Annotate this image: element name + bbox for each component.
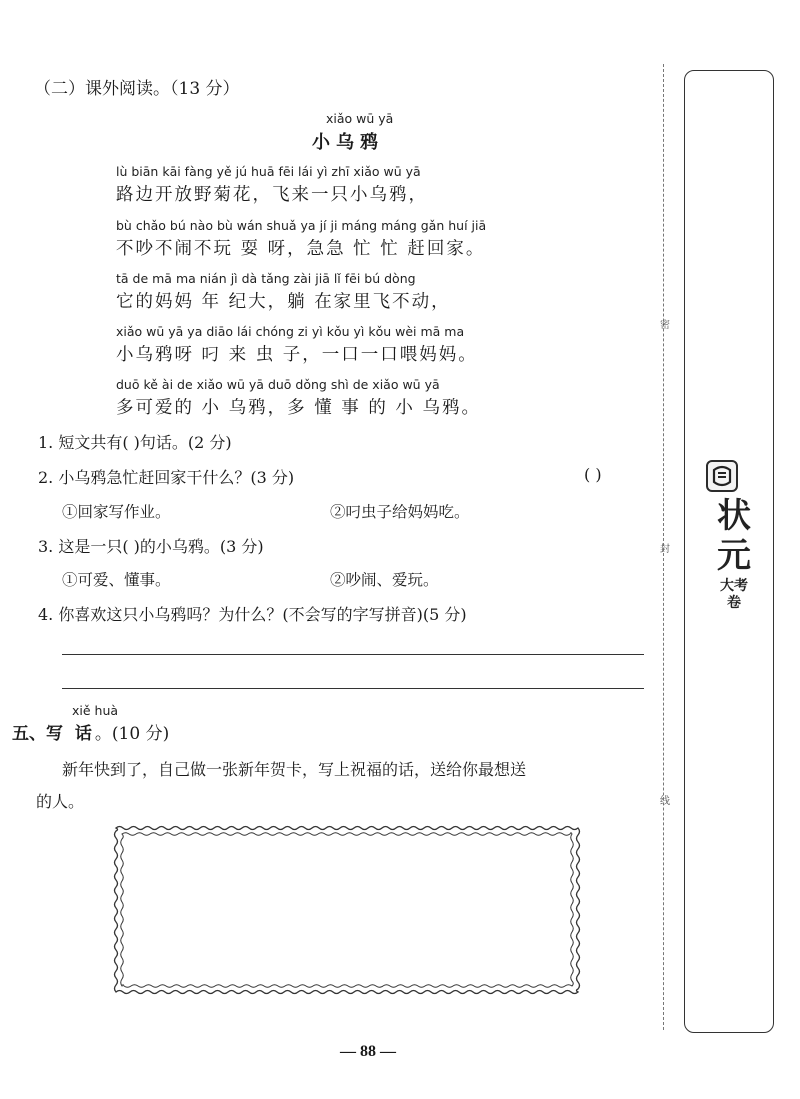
section5-title: 写 话 (46, 724, 95, 744)
section5-prompt-line2: 的人。 (36, 792, 85, 811)
poem-pinyin-3: tā de mā ma nián jì dà tǎng zài jiā lǐ fēi bú dòng (116, 271, 416, 286)
answer-bracket[interactable]: ( ) (584, 465, 602, 484)
option-3-1: ①可爱、懂事。 (62, 571, 171, 589)
answer-line-1[interactable] (62, 654, 644, 655)
passage-title: 小乌鸦 (312, 132, 384, 153)
question-3: 3. 这是一只( )的小乌鸦。(3 分) (38, 537, 264, 556)
question-2: 2. 小乌鸦急忙赶回家干什么？(3 分) (38, 468, 295, 487)
title-pinyin: xiǎo wū yā (326, 111, 394, 126)
section5-pinyin: xiě huà (72, 703, 119, 718)
poem-line-4: 小乌鸦呀 叼 来 虫 子，一口一口喂妈妈。 (116, 345, 478, 365)
poem-line-3: 它的妈妈 年 纪大，躺 在家里飞不动， (116, 292, 451, 312)
option-2-2: ②叼虫子给妈妈吃。 (330, 503, 470, 521)
card-border (115, 827, 580, 994)
question-4: 4. 你喜欢这只小乌鸦吗？为什么？(不会写的字写拼音)(5 分) (38, 605, 467, 624)
option-3-2: ②吵闹、爱玩。 (330, 571, 439, 589)
poem-pinyin-5: duō kě ài de xiǎo wū yā duō dǒng shì de xiǎo wū yā (116, 377, 440, 392)
brand-logo-subtitle: 大考卷 (720, 578, 748, 611)
poem-pinyin-1: lù biān kāi fàng yě jú huā fēi lái yì zhī xiǎo wū yā (116, 164, 421, 179)
seal-mark-xian: 线 (660, 796, 670, 807)
brand-logo-text: 状元 (717, 496, 751, 576)
greeting-card-frame[interactable] (110, 822, 586, 1000)
poem-pinyin-4: xiǎo wū yā ya diāo lái chóng zi yì kǒu yì kǒu wèi mā ma (116, 324, 465, 339)
seal-mark-feng: 封 (660, 544, 670, 555)
card-border-inner (121, 833, 574, 988)
poem-line-1: 路边开放野菊花，飞来一只小乌鸦， (116, 185, 428, 205)
brand-logo-icon (706, 460, 738, 492)
section5-number: 五、 (12, 724, 46, 744)
answer-line-2[interactable] (62, 688, 644, 689)
section-heading: （二）课外阅读。（13 分） (34, 79, 240, 99)
option-2-1: ①回家写作业。 (62, 503, 171, 521)
seal-mark-mi: 密 (660, 320, 670, 331)
poem-line-2: 不吵不闹不玩 耍 呀，急急 忙 忙 赶回家。 (116, 239, 486, 259)
section5-heading (12, 719, 169, 744)
poem-pinyin-2: bù chǎo bú nào bù wán shuǎ ya jí ji máng máng gǎn huí jiā (116, 218, 487, 233)
section5-prompt-line1: 新年快到了，自己做一张新年贺卡，写上祝福的话，送给你最想送 (62, 760, 527, 779)
section5-score: 。(10 分) (94, 724, 170, 744)
question-1: 1. 短文共有( )句话。(2 分) (38, 433, 232, 452)
poem-line-5: 多可爱的 小 乌鸦，多 懂 事 的 小 乌鸦。 (116, 398, 481, 418)
page-number: — 88 — (340, 1043, 396, 1060)
